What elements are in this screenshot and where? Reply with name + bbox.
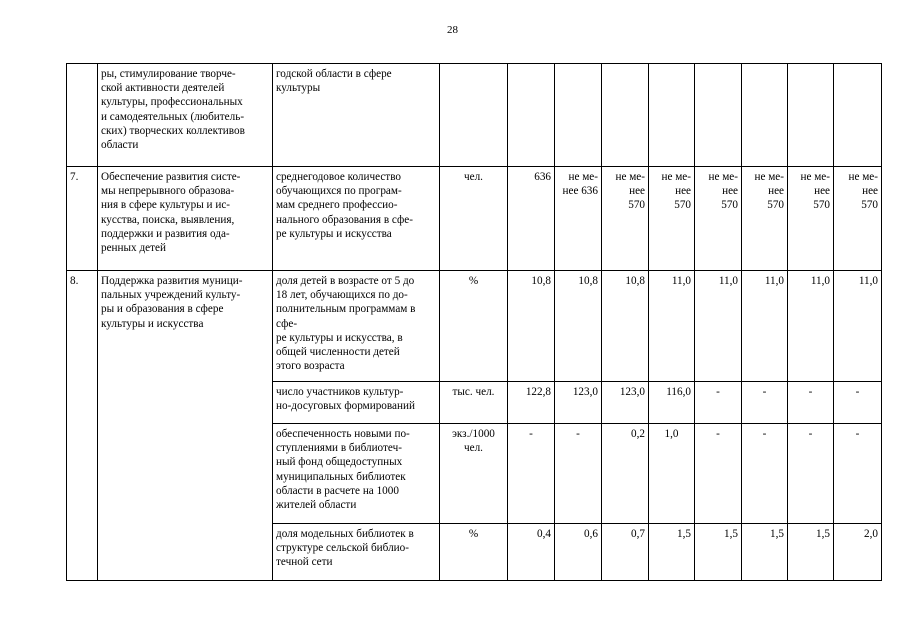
- indicator-name-cell: годской области в сфере культуры: [273, 64, 440, 167]
- value-cell: -: [834, 424, 882, 524]
- value-cell: 1,0: [649, 424, 695, 524]
- value-cell: не ме- нее 570: [602, 167, 649, 271]
- value-cell: 122,8: [508, 382, 555, 424]
- value-cell: 0,2: [602, 424, 649, 524]
- indicators-table: [66, 63, 882, 581]
- task-cell: Поддержка развития муници- пальных учреждений культу- ры и образования в сфере культуры и искусства: [98, 271, 273, 581]
- value-cell: [649, 64, 695, 167]
- value-cell: [508, 64, 555, 167]
- value-cell: [695, 64, 742, 167]
- value-cell: 123,0: [555, 382, 602, 424]
- value-cell: 2,0: [834, 524, 882, 581]
- value-cell: 11,0: [649, 271, 695, 382]
- value-cell: [555, 64, 602, 167]
- value-cell: [834, 64, 882, 167]
- value-cell: -: [742, 424, 788, 524]
- unit-cell: тыс. чел.: [440, 382, 508, 424]
- value-cell: -: [555, 424, 602, 524]
- unit-cell: экз./1000 чел.: [440, 424, 508, 524]
- page-number: 28: [447, 24, 458, 36]
- value-cell: 10,8: [602, 271, 649, 382]
- value-cell: -: [742, 382, 788, 424]
- value-cell: 123,0: [602, 382, 649, 424]
- value-cell: не ме- нее 570: [788, 167, 834, 271]
- value-cell: [742, 64, 788, 167]
- value-cell: 10,8: [555, 271, 602, 382]
- value-cell: [602, 64, 649, 167]
- table-row: [67, 64, 882, 167]
- value-cell: -: [695, 424, 742, 524]
- value-cell: 11,0: [695, 271, 742, 382]
- table-row: [67, 271, 882, 382]
- indicator-name-cell: среднегодовое количество обучающихся по програм- мам среднего профессио- нального образования в сфе- ре культуры и искусства: [273, 167, 440, 271]
- value-cell: 636: [508, 167, 555, 271]
- row-number: 8.: [67, 271, 98, 581]
- value-cell: 1,5: [788, 524, 834, 581]
- row-number: [67, 64, 98, 167]
- value-cell: не ме- нее 570: [695, 167, 742, 271]
- value-cell: -: [788, 424, 834, 524]
- value-cell: 1,5: [695, 524, 742, 581]
- value-cell: 0,7: [602, 524, 649, 581]
- value-cell: [788, 64, 834, 167]
- indicator-name-cell: доля детей в возрасте от 5 до 18 лет, обучающихся по до- полнительным программам в сфе- ре культуры и искусства, в общей численности детей этого возраста: [273, 271, 440, 382]
- task-cell: Обеспечение развития систе- мы непрерывного образова- ния в сфере культуры и ис- кусства, поиска, выявления, поддержки и развития ода- ренных детей: [98, 167, 273, 271]
- value-cell: не ме- нее 636: [555, 167, 602, 271]
- value-cell: не ме- нее 570: [742, 167, 788, 271]
- value-cell: 116,0: [649, 382, 695, 424]
- indicator-name-cell: обеспеченность новыми по- ступлениями в библиотеч- ный фонд общедоступных муниципальных библиотек области в расчете на 1000 жителей области: [273, 424, 440, 524]
- value-cell: -: [788, 382, 834, 424]
- table-row: [67, 167, 882, 271]
- unit-cell: %: [440, 524, 508, 581]
- value-cell: -: [508, 424, 555, 524]
- value-cell: -: [695, 382, 742, 424]
- value-cell: 0,6: [555, 524, 602, 581]
- task-cell: ры, стимулирование творче- ской активности деятелей культуры, профессиональных и самодеятельных (любитель- ских) творческих коллективов области: [98, 64, 273, 167]
- value-cell: 0,4: [508, 524, 555, 581]
- value-cell: 1,5: [742, 524, 788, 581]
- value-cell: -: [834, 382, 882, 424]
- unit-cell: %: [440, 271, 508, 382]
- value-cell: 10,8: [508, 271, 555, 382]
- indicator-name-cell: доля модельных библиотек в структуре сельской библио- течной сети: [273, 524, 440, 581]
- value-cell: 11,0: [742, 271, 788, 382]
- value-cell: 11,0: [788, 271, 834, 382]
- indicator-name-cell: число участников культур- но-досуговых формирований: [273, 382, 440, 424]
- row-number: 7.: [67, 167, 98, 271]
- value-cell: не ме- нее 570: [649, 167, 695, 271]
- value-cell: 1,5: [649, 524, 695, 581]
- unit-cell: [440, 64, 508, 167]
- value-cell: не ме- нее 570: [834, 167, 882, 271]
- unit-cell: чел.: [440, 167, 508, 271]
- value-cell: 11,0: [834, 271, 882, 382]
